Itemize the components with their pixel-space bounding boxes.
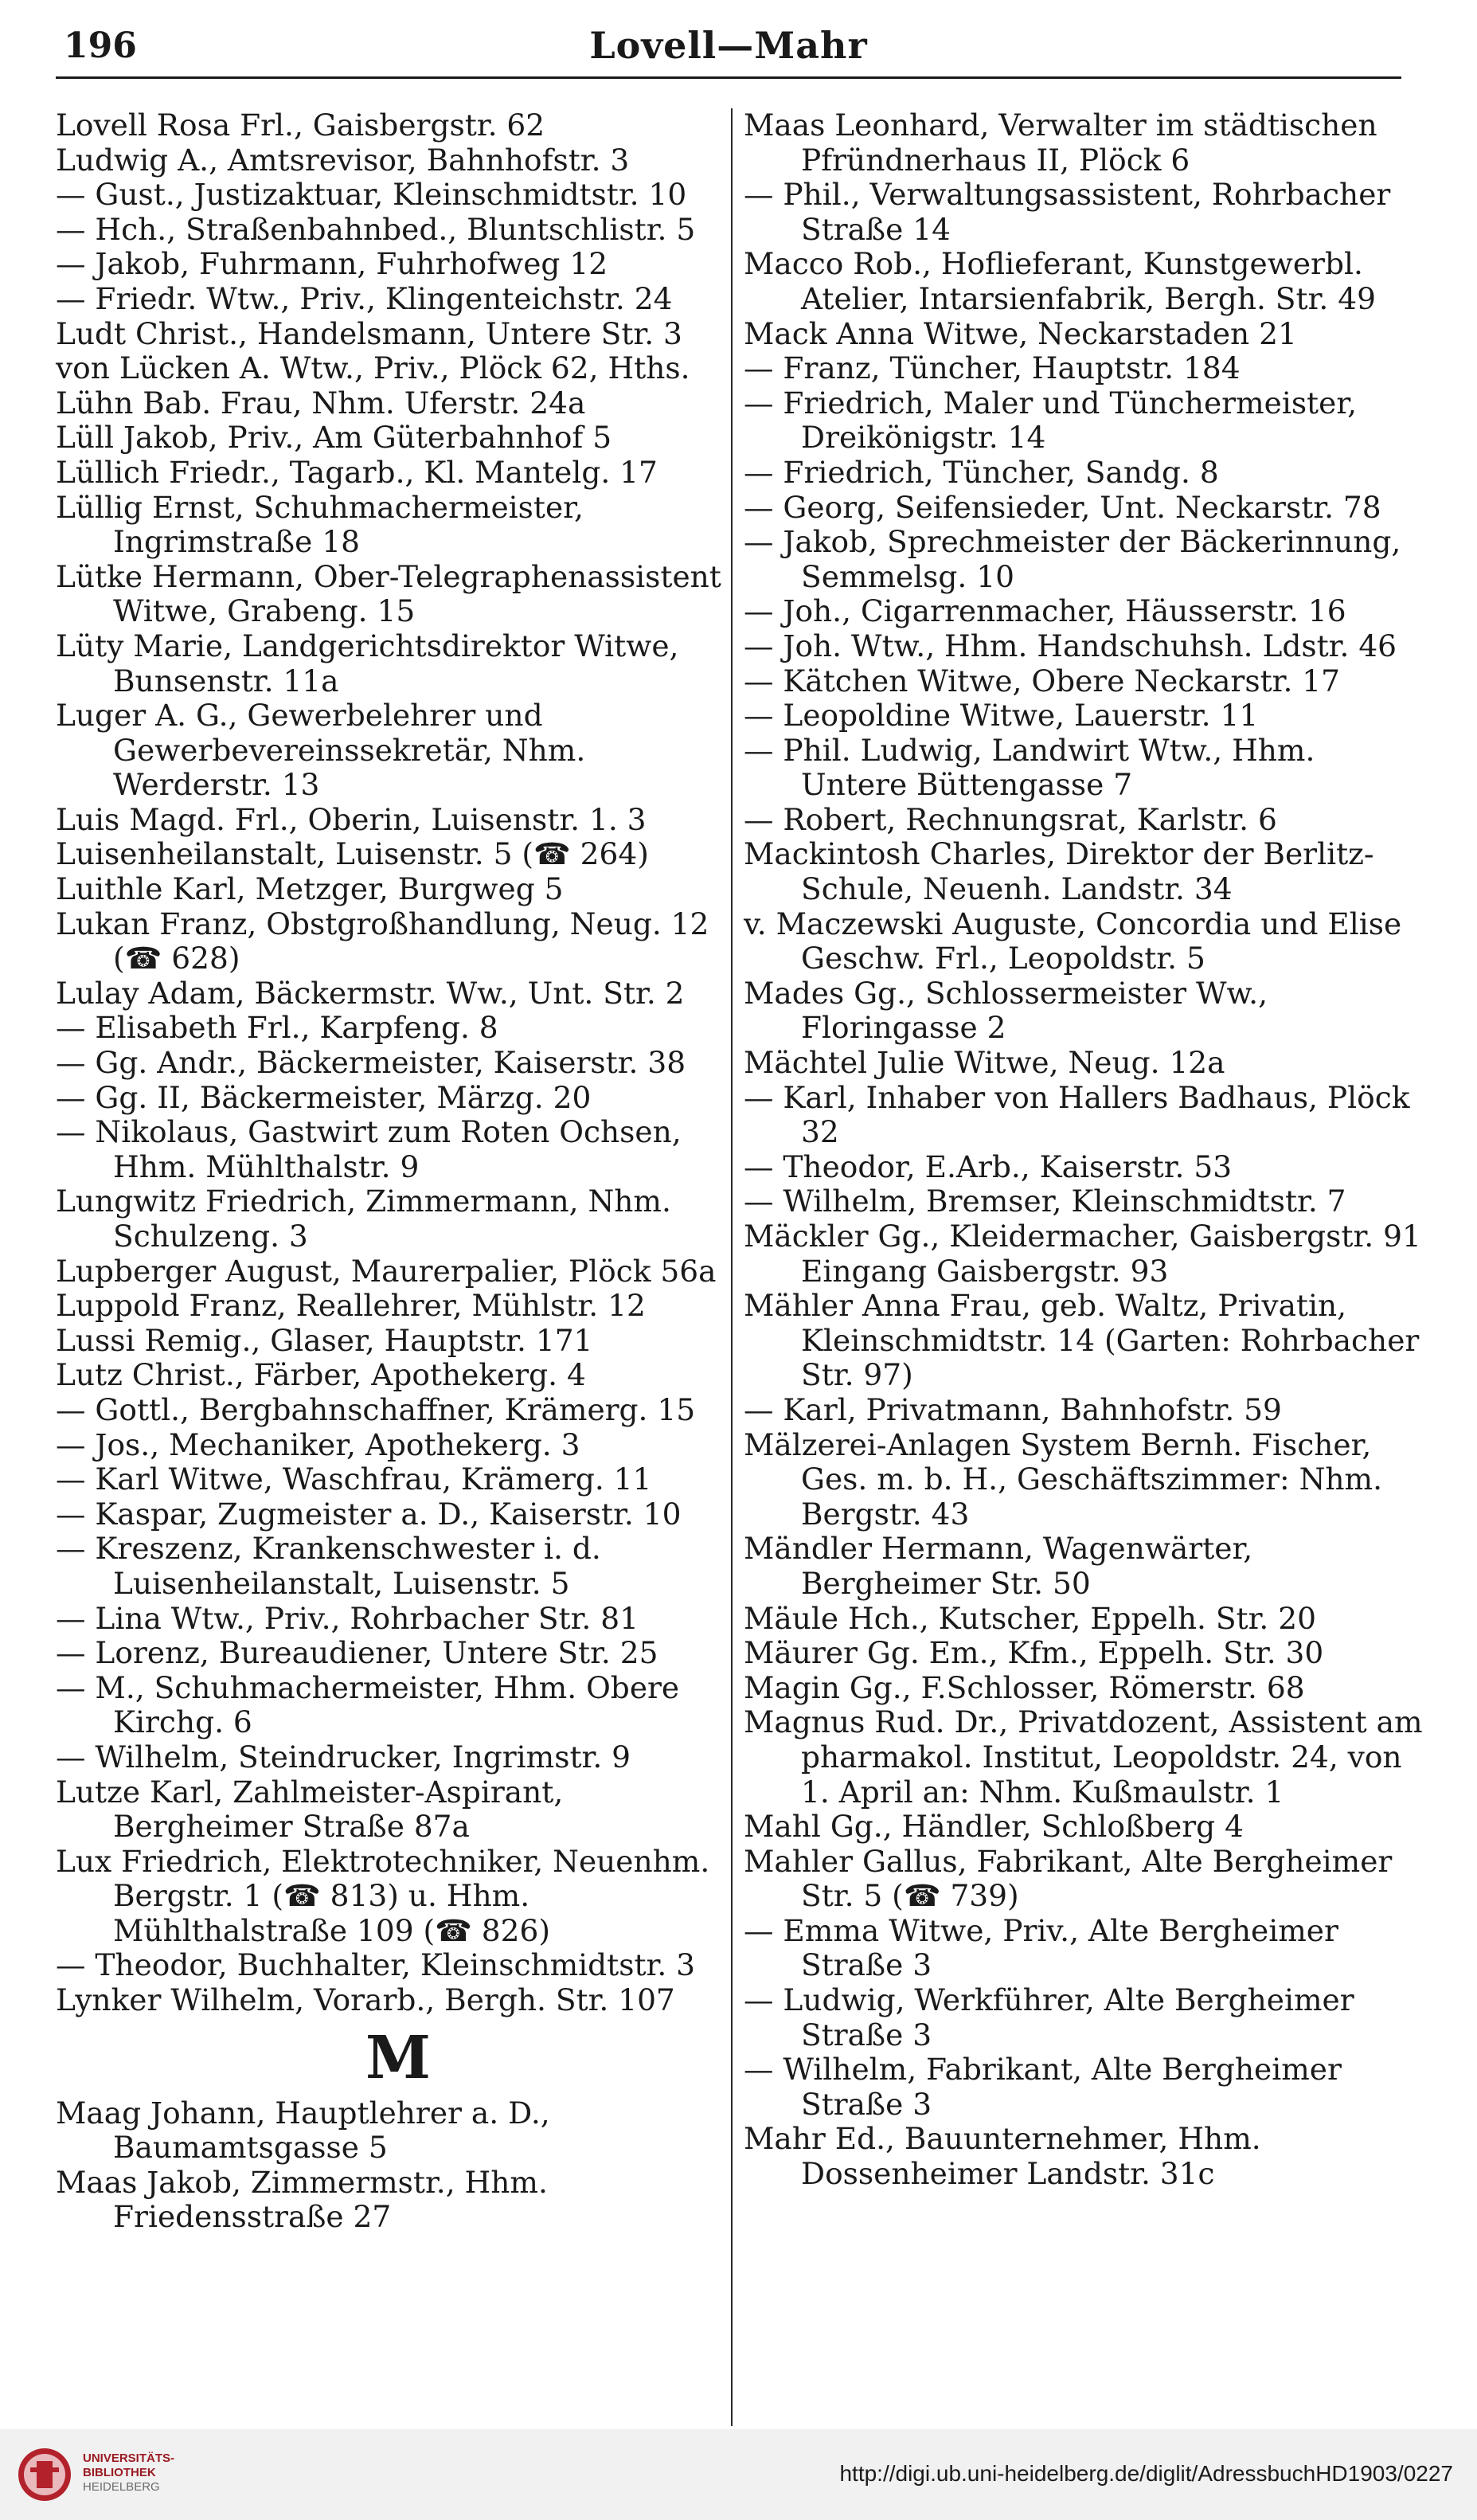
directory-entry: Lüllich Friedr., Tagarb., Kl. Mantelg. 17 [56,454,658,490]
directory-entry: Lux Friedrich, Elektrotechniker, Neuenhm. Bergstr. 1 (☎ 813) u. Hhm. Mühlthalstraße 109 (☎ 826) [56,1843,710,1948]
directory-entry: — Kreszenz, Krankenschwester i. d. Luisenheilanstalt, Luisenstr. 5 [56,1531,601,1601]
directory-entry: — Wilhelm, Bremser, Kleinschmidtstr. 7 [744,1184,1346,1219]
logo-line-1: UNIVERSITÄTS- [83,2452,175,2465]
directory-entry: — Gg. II, Bäckermeister, Märzg. 20 [56,1079,592,1115]
directory-entry: Luis Magd. Frl., Oberin, Luisenstr. 1. 3 [56,801,647,837]
directory-entry: Lutz Christ., Färber, Apothekerg. 4 [56,1357,586,1393]
directory-entry: — Leopoldine Witwe, Lauerstr. 11 [744,698,1259,734]
directory-entry: Maas Leonhard, Verwalter im städtischen Pfründnerhaus II, Plöck 6 [744,108,1377,178]
page-number: 196 [64,25,137,66]
right-entries [744,108,1428,2192]
directory-entry: v. Maczewski Auguste, Concordia und Elise Geschw. Frl., Leopoldstr. 5 [744,906,1402,976]
directory-entry: — Elisabeth Frl., Karpfeng. 8 [56,1010,498,1046]
directory-entry: — Gg. Andr., Bäckermeister, Kaiserstr. 38 [56,1045,686,1081]
directory-entry: Lühn Bab. Frau, Nhm. Uferstr. 24a [56,385,586,421]
directory-entry: — Lorenz, Bureaudiener, Untere Str. 25 [56,1635,658,1671]
directory-entry: Mades Gg., Schlossermeister Ww., Floringasse 2 [744,975,1268,1046]
directory-entry: Lovell Rosa Frl., Gaisbergstr. 62 [56,108,545,143]
directory-entry: Magin Gg., F.Schlosser, Römerstr. 68 [744,1669,1305,1705]
directory-entry: Mackintosh Charles, Direktor der Berlitz-Schule, Neuenh. Landstr. 34 [744,836,1374,907]
directory-entry: Mahr Ed., Bauunternehmer, Hhm. Dossenheimer Landstr. 31c [744,2121,1261,2192]
directory-entry: — Kätchen Witwe, Obere Neckarstr. 17 [744,663,1341,698]
directory-entry: Luger A. G., Gewerbelehrer und Gewerbevereinssekretär, Nhm. Werderstr. 13 [56,698,586,803]
directory-entry: Lupberger August, Maurerpalier, Plöck 56a [56,1253,717,1289]
directory-entry: Mächtel Julie Witwe, Neug. 12a [744,1045,1225,1081]
directory-entry: — Jos., Mechaniker, Apothekerg. 3 [56,1426,580,1462]
right-column [744,108,1428,2192]
directory-entry: Maas Jakob, Zimmermstr., Hhm. Friedensstraße 27 [56,2164,548,2235]
footer [0,2429,1477,2520]
directory-entry: — Theodor, Buchhalter, Kleinschmidtstr. 3 [56,1947,696,1983]
column-divider [731,108,733,2426]
logo-line-3: HEIDELBERG [83,2480,160,2494]
directory-entry: Ludt Christ., Handelsmann, Untere Str. 3 [56,315,682,351]
directory-entry: — Robert, Rechnungsrat, Karlstr. 6 [744,801,1277,837]
directory-entry: Mahl Gg., Händler, Schloßberg 4 [744,1809,1244,1845]
directory-entry: — Karl Witwe, Waschfrau, Krämerg. 11 [56,1462,652,1497]
directory-entry: Luppold Franz, Reallehrer, Mühlstr. 12 [56,1288,646,1324]
directory-entry: — Theodor, E.Arb., Kaiserstr. 53 [744,1148,1233,1184]
directory-entry: — Friedr. Wtw., Priv., Klingenteichstr. 24 [56,280,673,316]
directory-entry: — Phil. Ludwig, Landwirt Wtw., Hhm. Untere Büttengasse 7 [744,732,1315,803]
running-head: Lovell—Mahr [589,24,868,67]
directory-entry: — Franz, Tüncher, Hauptstr. 184 [744,350,1241,386]
directory-entry: Mack Anna Witwe, Neckarstaden 21 [744,315,1297,351]
directory-entry: Mändler Hermann, Wagenwärter, Bergheimer Str. 50 [744,1531,1253,1601]
directory-entry: von Lücken A. Wtw., Priv., Plöck 62, Hths. [56,350,690,386]
directory-entry: — Hch., Straßenbahnbed., Bluntschlistr. 5 [56,211,696,247]
directory-entry: — Jakob, Sprechmeister der Bäckerinnung, Semmelsg. 10 [744,524,1401,594]
library-logo-text [83,2452,174,2495]
left-entries-m [56,2096,740,2235]
directory-entry: Lungwitz Friedrich, Zimmermann, Nhm. Schulzeng. 3 [56,1184,671,1254]
page-header [56,21,1401,80]
directory-entry: — Joh., Cigarrenmacher, Häusserstr. 16 [744,593,1346,629]
directory-entry: Lüll Jakob, Priv., Am Güterbahnhof 5 [56,420,612,456]
directory-entry: — Joh. Wtw., Hhm. Handschuhsh. Ldstr. 46 [744,628,1397,663]
directory-entry: — Karl, Inhaber von Hallers Badhaus, Plöck 32 [744,1079,1410,1150]
directory-entry: — Friedrich, Tüncher, Sandg. 8 [744,454,1219,490]
directory-entry: Luithle Karl, Metzger, Burgweg 5 [56,871,564,907]
directory-entry: — Friedrich, Maler und Tünchermeister, Dreikönigstr. 14 [744,385,1358,456]
directory-entry: Mäurer Gg. Em., Kfm., Eppelh. Str. 30 [744,1635,1324,1671]
directory-entry: — Gottl., Bergbahnschaffner, Krämerg. 15 [56,1391,696,1427]
directory-entry: — Gust., Justizaktuar, Kleinschmidtstr. 10 [56,177,687,213]
directory-entry: Lüty Marie, Landgerichtsdirektor Witwe, Bunsenstr. 11a [56,628,679,698]
directory-entry: Ludwig A., Amtsrevisor, Bahnhofstr. 3 [56,142,630,178]
section-letter: M [365,2023,431,2092]
directory-entry: Maag Johann, Hauptlehrer a. D., Baumamtsgasse 5 [56,2095,550,2166]
directory-entry: Lussi Remig., Glaser, Hauptstr. 171 [56,1322,593,1358]
left-column [56,108,740,2235]
directory-entry: — Phil., Verwaltungsassistent, Rohrbacher Straße 14 [744,177,1391,247]
directory-entry: Lütke Hermann, Ober-Telegraphenassistent Witwe, Grabeng. 15 [56,558,721,629]
directory-entry: Lynker Wilhelm, Vorarb., Bergh. Str. 107 [56,1982,675,2018]
directory-entry: — Jakob, Fuhrmann, Fuhrhofweg 12 [56,246,608,282]
directory-entry: Mäckler Gg., Kleidermacher, Gaisbergstr. 91 Eingang Gaisbergstr. 93 [744,1219,1421,1289]
directory-entry: — Nikolaus, Gastwirt zum Roten Ochsen, Hhm. Mühlthalstr. 9 [56,1114,682,1184]
university-seal-icon [13,2445,76,2504]
directory-entry: — Emma Witwe, Priv., Alte Bergheimer Straße 3 [744,1912,1338,1983]
directory-entry: Mähler Anna Frau, geb. Waltz, Privatin, Kleinschmidtstr. 14 (Garten: Rohrbacher Str. 97) [744,1288,1420,1393]
directory-entry: Lutze Karl, Zahlmeister-Aspirant, Bergheimer Straße 87a [56,1774,564,1845]
directory-entry: Luisenheilanstalt, Luisenstr. 5 (☎ 264) [56,836,649,872]
directory-entry: Lulay Adam, Bäckermstr. Ww., Unt. Str. 2 [56,975,685,1011]
directory-entry: — Kaspar, Zugmeister a. D., Kaiserstr. 10 [56,1496,682,1532]
left-entries [56,108,740,2018]
directory-entry: Macco Rob., Hoflieferant, Kunstgewerbl. Atelier, Intarsienfabrik, Bergh. Str. 49 [744,246,1376,316]
directory-entry: — Lina Wtw., Priv., Rohrbacher Str. 81 [56,1600,639,1636]
logo-line-2: BIBLIOTHEK [83,2466,156,2479]
directory-entry: — Wilhelm, Fabrikant, Alte Bergheimer Straße 3 [744,2052,1342,2122]
directory-entry: — Karl, Privatmann, Bahnhofstr. 59 [744,1391,1282,1427]
directory-entry: Lüllig Ernst, Schuhmachermeister, Ingrimstraße 18 [56,489,584,560]
directory-entry: — M., Schuhmachermeister, Hhm. Obere Kirchg. 6 [56,1669,680,1740]
source-url[interactable]: http://digi.ub.uni-heidelberg.de/diglit/AdressbuchHD1903/0227 [839,2461,1453,2486]
directory-entry: — Georg, Seifensieder, Unt. Neckarstr. 78 [744,489,1381,525]
directory-entry: Mahler Gallus, Fabrikant, Alte Bergheimer Str. 5 (☎ 739) [744,1843,1393,1914]
directory-entry: — Wilhelm, Steindrucker, Ingrimstr. 9 [56,1739,631,1775]
header-rule [56,76,1401,79]
directory-entry: Mäule Hch., Kutscher, Eppelh. Str. 20 [744,1600,1316,1636]
directory-entry: Lukan Franz, Obstgroßhandlung, Neug. 12 (☎ 628) [56,906,709,976]
directory-entry: — Ludwig, Werkführer, Alte Bergheimer Straße 3 [744,1982,1354,2052]
directory-entry: Magnus Rud. Dr., Privatdozent, Assistent am pharmakol. Institut, Leopoldstr. 24, von 1. April an: Nhm. Kußmaulstr. 1 [744,1704,1423,1810]
directory-entry: Mälzerei-Anlagen System Bernh. Fischer, Ges. m. b. H., Geschäftszimmer: Nhm. Bergstr. 43 [744,1426,1383,1532]
